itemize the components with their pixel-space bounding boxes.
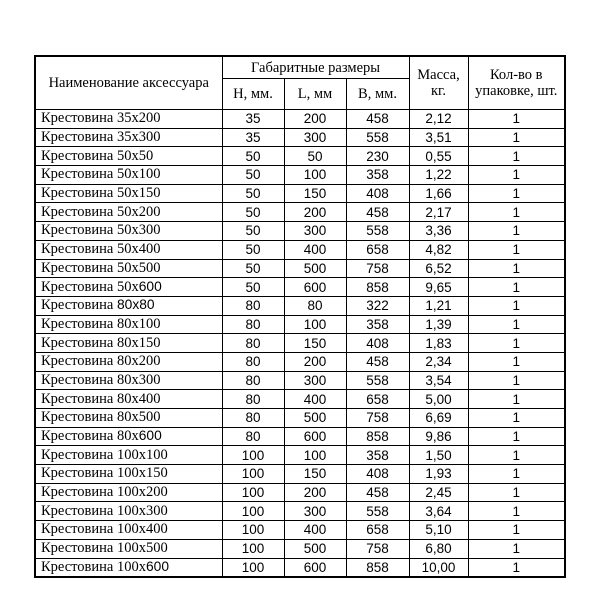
mass-value-cell: 5,10 [409,521,468,540]
qty-value-cell: 1 [468,558,565,577]
h-value-cell: 50 [222,166,284,185]
table-row [35,427,565,446]
l-value-cell: 200 [284,483,346,502]
accessory-name-cell [35,296,222,315]
b-value-cell: 558 [346,128,409,147]
table-row [35,483,565,502]
name-text-serif: Крестовина 50x [41,278,139,295]
mass-value-cell: 3,64 [409,502,468,521]
b-value-cell: 658 [346,240,409,259]
qty-value-cell: 1 [468,222,565,241]
accessory-name-cell: Крестовина 50x150 [35,184,222,203]
qty-value-cell: 1 [468,390,565,409]
l-value-cell: 100 [284,315,346,334]
mass-value-cell: 1,83 [409,334,468,353]
l-value-cell: 300 [284,222,346,241]
table-row [35,166,565,185]
l-value-cell: 150 [284,465,346,484]
l-value-cell: 80 [284,296,346,315]
mass-value-cell: 1,93 [409,465,468,484]
accessory-name-cell: Крестовина 80x200 [35,352,222,371]
b-value-cell: 230 [346,147,409,166]
mass-value-cell: 6,69 [409,409,468,428]
mass-value-cell: 2,17 [409,203,468,222]
qty-value-cell: 1 [468,296,565,315]
h-value-cell: 80 [222,296,284,315]
header-qty-per-package: Кол-во в упаковке, шт. [468,56,565,110]
h-value-cell: 50 [222,222,284,241]
qty-value-cell: 1 [468,427,565,446]
accessory-name-cell: Крестовина 50x50 [35,147,222,166]
h-value-cell: 80 [222,427,284,446]
table-row [35,502,565,521]
h-value-cell: 100 [222,521,284,540]
l-value-cell: 300 [284,128,346,147]
b-value-cell: 408 [346,184,409,203]
b-value-cell: 558 [346,371,409,390]
mass-value-cell: 5,00 [409,390,468,409]
header-h-mm: H, мм. [222,79,284,110]
b-value-cell: 758 [346,409,409,428]
qty-value-cell: 1 [468,128,565,147]
accessory-name-cell: Крестовина 80x300 [35,371,222,390]
qty-value-cell: 1 [468,409,565,428]
mass-value-cell: 2,12 [409,110,468,129]
b-value-cell: 358 [346,166,409,185]
qty-value-cell: 1 [468,334,565,353]
b-value-cell: 408 [346,465,409,484]
accessory-name-cell: Крестовина 80x150 [35,334,222,353]
header-b-mm: B, мм. [346,79,409,110]
table-row [35,296,565,315]
accessory-name-cell: Крестовина 100x150 [35,465,222,484]
name-text-serif: Крестовина [41,297,117,314]
qty-value-cell: 1 [468,203,565,222]
b-value-cell: 558 [346,502,409,521]
qty-value-cell: 1 [468,465,565,484]
header-overall-dimensions: Габаритные размеры [222,56,409,79]
b-value-cell: 858 [346,278,409,297]
table-row [35,521,565,540]
mass-value-cell: 3,36 [409,222,468,241]
mass-value-cell: 10,00 [409,558,468,577]
qty-value-cell: 1 [468,110,565,129]
mass-value-cell: 1,66 [409,184,468,203]
mass-value-cell: 1,22 [409,166,468,185]
h-value-cell: 80 [222,390,284,409]
l-value-cell: 500 [284,259,346,278]
qty-value-cell: 1 [468,502,565,521]
name-text-sans: 600 [138,428,162,444]
b-value-cell: 858 [346,558,409,577]
b-value-cell: 358 [346,446,409,465]
b-value-cell: 758 [346,539,409,558]
l-value-cell: 400 [284,240,346,259]
mass-value-cell: 3,54 [409,371,468,390]
table-row [35,110,565,129]
accessory-name-cell: Крестовина 80x400 [35,390,222,409]
qty-value-cell: 1 [468,371,565,390]
qty-value-cell: 1 [468,147,565,166]
header-row-top [35,56,565,79]
h-value-cell: 35 [222,110,284,129]
table-row [35,465,565,484]
qty-value-cell: 1 [468,483,565,502]
mass-value-cell: 4,82 [409,240,468,259]
accessory-name-cell: Крестовина 50x500 [35,259,222,278]
l-value-cell: 150 [284,184,346,203]
header-accessory-name: Наименование аксессуара [35,56,222,110]
h-value-cell: 80 [222,371,284,390]
qty-value-cell: 1 [468,315,565,334]
table-row [35,240,565,259]
b-value-cell: 358 [346,315,409,334]
name-text-serif: Крестовина 100x [41,558,146,575]
l-value-cell: 200 [284,352,346,371]
h-value-cell: 100 [222,502,284,521]
table-header [35,56,565,110]
b-value-cell: 758 [346,259,409,278]
accessory-name-cell: Крестовина 35x200 [35,110,222,129]
h-value-cell: 50 [222,278,284,297]
qty-value-cell: 1 [468,184,565,203]
table-row [35,315,565,334]
table-row [35,352,565,371]
mass-value-cell: 6,80 [409,539,468,558]
l-value-cell: 200 [284,203,346,222]
accessory-name-cell: Крестовина 80x500 [35,409,222,428]
name-text-serif: Крестовина 80x [41,428,139,445]
accessory-name-cell [35,427,222,446]
accessory-name-cell: Крестовина 100x500 [35,539,222,558]
l-value-cell: 50 [284,147,346,166]
l-value-cell: 600 [284,427,346,446]
l-value-cell: 200 [284,110,346,129]
accessory-name-cell: Крестовина 50x400 [35,240,222,259]
l-value-cell: 100 [284,446,346,465]
accessory-name-cell: Крестовина 100x300 [35,502,222,521]
qty-value-cell: 1 [468,259,565,278]
table-row [35,184,565,203]
b-value-cell: 458 [346,110,409,129]
name-text-sans: 80x80 [116,297,155,313]
table-row [35,446,565,465]
l-value-cell: 300 [284,502,346,521]
accessories-spec-table [34,55,566,578]
mass-value-cell: 2,34 [409,352,468,371]
l-value-cell: 300 [284,371,346,390]
qty-value-cell: 1 [468,539,565,558]
mass-value-cell: 0,55 [409,147,468,166]
mass-value-cell: 9,65 [409,278,468,297]
table-row [35,128,565,147]
name-text-sans: 600 [138,278,162,294]
accessory-name-cell: Крестовина 50x200 [35,203,222,222]
qty-value-cell: 1 [468,166,565,185]
table-row [35,558,565,577]
table-row [35,539,565,558]
h-value-cell: 35 [222,128,284,147]
table-body [35,110,565,578]
l-value-cell: 600 [284,278,346,297]
table-row [35,278,565,297]
b-value-cell: 658 [346,390,409,409]
header-mass: Масса, кг. [409,56,468,110]
h-value-cell: 50 [222,240,284,259]
qty-value-cell: 1 [468,240,565,259]
table-row [35,222,565,241]
accessory-name-cell: Крестовина 35x300 [35,128,222,147]
l-value-cell: 100 [284,166,346,185]
l-value-cell: 400 [284,390,346,409]
h-value-cell: 100 [222,465,284,484]
h-value-cell: 50 [222,184,284,203]
accessory-name-cell [35,558,222,577]
accessory-name-cell: Крестовина 50x300 [35,222,222,241]
l-value-cell: 150 [284,334,346,353]
l-value-cell: 600 [284,558,346,577]
header-l-mm: L, мм [284,79,346,110]
accessory-name-cell: Крестовина 50x100 [35,166,222,185]
h-value-cell: 80 [222,315,284,334]
mass-value-cell: 9,86 [409,427,468,446]
h-value-cell: 80 [222,409,284,428]
mass-value-cell: 1,21 [409,296,468,315]
accessory-name-cell: Крестовина 100x200 [35,483,222,502]
h-value-cell: 80 [222,334,284,353]
mass-value-cell: 6,52 [409,259,468,278]
b-value-cell: 658 [346,521,409,540]
l-value-cell: 400 [284,521,346,540]
h-value-cell: 100 [222,558,284,577]
table-row [35,371,565,390]
l-value-cell: 500 [284,409,346,428]
qty-value-cell: 1 [468,278,565,297]
accessory-name-cell [35,278,222,297]
h-value-cell: 50 [222,259,284,278]
qty-value-cell: 1 [468,446,565,465]
b-value-cell: 408 [346,334,409,353]
table-row [35,409,565,428]
accessory-name-cell: Крестовина 100x100 [35,446,222,465]
table-row [35,259,565,278]
accessory-name-cell: Крестовина 80x100 [35,315,222,334]
b-value-cell: 458 [346,352,409,371]
table-row [35,334,565,353]
accessory-name-cell: Крестовина 100x400 [35,521,222,540]
name-text-sans: 600 [145,558,170,574]
l-value-cell: 500 [284,539,346,558]
h-value-cell: 50 [222,203,284,222]
qty-value-cell: 1 [468,352,565,371]
table-row [35,203,565,222]
mass-value-cell: 3,51 [409,128,468,147]
h-value-cell: 100 [222,446,284,465]
b-value-cell: 558 [346,222,409,241]
mass-value-cell: 1,39 [409,315,468,334]
table-row [35,390,565,409]
mass-value-cell: 2,45 [409,483,468,502]
qty-value-cell: 1 [468,521,565,540]
b-value-cell: 858 [346,427,409,446]
h-value-cell: 100 [222,539,284,558]
b-value-cell: 458 [346,203,409,222]
h-value-cell: 100 [222,483,284,502]
b-value-cell: 458 [346,483,409,502]
b-value-cell: 322 [346,296,409,315]
h-value-cell: 50 [222,147,284,166]
mass-value-cell: 1,50 [409,446,468,465]
h-value-cell: 80 [222,352,284,371]
table-row [35,147,565,166]
